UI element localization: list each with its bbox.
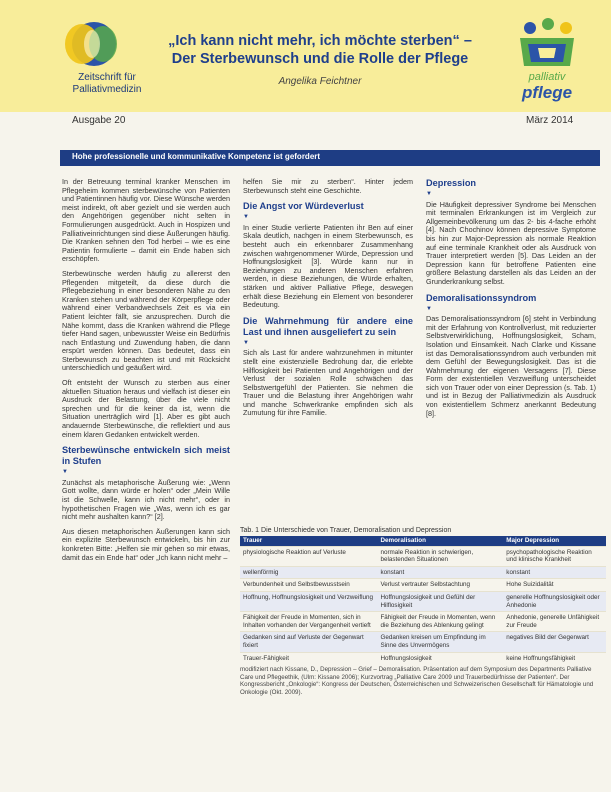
- paragraph: Aus diesen metaphorischen Äußerungen kann sich ein explizite Sterbewunsch entwickeln, bis hin zur konkreten Bitte: „Helfen sie mir gehen so mir etwas, damit das ein Ende hat“ oder „Ich kann nicht mehr –: [62, 526, 230, 562]
- table-cell: wellenförmig: [240, 566, 377, 579]
- journal-name: [52, 72, 162, 96]
- table-cell: Hoffnungslosigkeit und Gefühl der Hilflosigkeit: [377, 591, 503, 611]
- section-heading: Die Angst vor Würdeverlust: [243, 201, 364, 212]
- table-cell: Gedanken sind auf Verluste der Gegenwart fixiert: [240, 632, 377, 652]
- table-row: [240, 579, 606, 592]
- column-1: [62, 178, 230, 568]
- issue-date: März 2014: [526, 115, 574, 126]
- table-cell: Verlust vertrauter Selbstachtung: [377, 579, 503, 592]
- journal-name-line1: Zeitschrift für: [78, 72, 136, 83]
- table-caption: Tab. 1 Die Unterschiede von Trauer, Demoralisation und Depression: [240, 527, 452, 534]
- paragraph: Das Demoralisationssyndrom [6] steht in Verbindung mit der Erfahrung von Kontrollverlust, mit reduzierter Selbstverwirklichung, Hoffnungslosigkeit, Scham, Isolation und Einsamkeit. Nach Clarke und Kissane ist das Demoralisationssyndrom auch verbunden mit dem Gefühl der Bewegungslosigkeit. Das ist die Wahrnehmung der eigenen Versagens [7]. Diese Form der existentiellen Verzweiflung unterscheidet sich von Trauer oder von einer Depression (s. Tab. 1) und ist in Bezug der Palliativmedizin als Ausdruck von existentiellem Schmerz anerkannt Bedeutung [8].: [426, 314, 596, 418]
- table: [240, 536, 606, 664]
- paragraph: Sich als Last für andere wahrzunehmen in mitunter stellt eine existenzielle Bedrohung dar, die erlebte Hilflosigkeit bei Patienten und Angehörigen und der Verlust der sozialen Rolle schwächen das Selbstwertgefühl der Patienten. Sie nehmen die Trauer und die Belastung ihrer Angehörigen wahr und manche Schwerkranke empfinden sich als Zumutung für ihre Familie.: [243, 348, 413, 418]
- table-cell: Hoffnung, Hoffnungslosigkeit und Verzweiflung: [240, 591, 377, 611]
- section-heading: Demoralisationssyndrom: [426, 292, 537, 303]
- column-header: Demoralisation: [377, 536, 503, 546]
- section-heading: Depression: [426, 178, 477, 188]
- triangle-marker-icon: ▼: [62, 469, 68, 476]
- table-cell: konstant: [377, 566, 503, 579]
- table-cell: Gedanken kreisen um Empfindung im Sinne des Unvermögens: [377, 632, 503, 652]
- table-cell: psychopathologische Reaktion und klinische Krankheit: [503, 546, 606, 566]
- issue-number: Ausgabe 20: [72, 115, 126, 126]
- table-note: modifiziert nach Kissane, D., Depression – Grief – Demoralisation. Präsentation auf dem Symposium des Departments Palliative Care und Pflegeethik, (Ulm: Kissane 2006); Kurzvortrag „Palliative Care 2009 und Trauerbedürfnisse der Patienten“. Der Kongressbericht „Onkologie“: Kongress der Deutschen, Österreichischen und Schweizerischen Gesellschaft für Hämatologie und Onkologie (Okt. 2009).: [240, 666, 594, 696]
- journal-name-line2: Palliativmedizin: [72, 84, 142, 95]
- table-row: [240, 652, 606, 664]
- table-cell: Trauer-Fähigkeit: [240, 652, 377, 664]
- table-cell: generelle Hoffnungslosigkeit oder Anhedonie: [503, 591, 606, 611]
- column-2: [243, 178, 413, 424]
- table-header-row: [240, 536, 606, 546]
- table-row: [240, 546, 606, 566]
- table-row: [240, 591, 606, 611]
- comparison-table: [240, 527, 606, 697]
- paragraph: In einer Studie verlierte Patienten ihr Ben auf einer Skala deutlich, nachgen in einem Sterbewunsch, es besteht auch ein erkennbarer Zusammenhang zwischen wahrgenommener Würde, Depression und Hoffnungslosigkeit [3]. Würde kann nur in Beziehungen zu anderen Menschen erfahren werden, in diese Beziehungen, die Würde erhalten, stärken und aktiver Palliative Pflege, deswegen erhält diese Beziehung ein Element von besonderer Bedeutung.: [243, 222, 413, 310]
- logo-word-top: palliativ: [528, 71, 566, 83]
- author: Angelika Feichtner: [278, 76, 362, 87]
- logo-word-bottom: pflege: [521, 83, 573, 102]
- paragraph: Oft entsteht der Wunsch zu sterben aus einer aktuellen Situation heraus und vielfach ist dieser ein Ausdruck der Belastung, über die viele nicht sprechen und für die keiner da ist, wenn die Situation unerträglich wird [1]. Aber es gibt auch andauernde Sterbewünsche, die reflektiert und aus einem klaren Gedanken entwickelt werden.: [62, 378, 230, 439]
- table-cell: Fähigkeit der Freude in Momenten, sich in Inhalten vorhanden der Vergangenheit vertieft: [240, 612, 377, 632]
- column-header: Trauer: [240, 536, 377, 546]
- table-cell: normale Reaktion in schwierigen, belastenden Situationen: [377, 546, 503, 566]
- article-title: [150, 32, 490, 68]
- table-cell: Hoffnungslosigkeit: [377, 652, 503, 664]
- table-row: [240, 632, 606, 652]
- triangle-marker-icon: ▼: [243, 214, 249, 221]
- triangle-marker-icon: ▼: [426, 305, 432, 312]
- table-cell: negatives Bild der Gegenwart: [503, 632, 606, 652]
- journal-logo-icon: [62, 14, 132, 72]
- triangle-marker-icon: ▼: [426, 191, 432, 197]
- table-cell: Verbundenheit und Selbstbewusstsein: [240, 579, 377, 592]
- table-row: [240, 612, 606, 632]
- palliativ-pflege-logo-icon: [508, 14, 586, 104]
- paragraph: Die Häufigkeit depressiver Syndrome bei Menschen mit terminalen Erkrankungen ist im Vergleich zur Allgemeinbevölkerung um das 2- bis 4-fache erhöht [4]. Nach Chochinov können depressive Symptome bis hin zur Major-Depression als normale Reaktion auf eine terminale Krankheit oder als Ausdruck von Trauer interpretiert werden [5]. Das Leiden an der Depression kann für betroffene Patienten eine größere Belastung darstellen als das Leiden an der Grunderkrankung selbst.: [426, 199, 596, 286]
- paragraph: Sterbewünsche werden häufig zu allererst den Pflegenden mitgeteilt, da diese durch die Pflegebeziehung in einer besonderen Nähe zu den Kranken stehen und während der Körperpflege oder während einer Verbandwechsels Zeit es via ein Patient leichter fällt, sie anzusprechen. Durch die Nähe kommt, dass die Kranken während die Pflege tiefer Hand sagen, unbewusster Weise ein Bedürfnis nach Entlastung und Zuwendung haben, die dann erspürt werden können. Das bedeutet, dass ein Sterbewunsch zu beachten ist und mit Rücksicht unterschiedlich und geäußert wird.: [62, 268, 230, 373]
- column-3: [426, 178, 596, 424]
- triangle-marker-icon: ▼: [243, 339, 249, 346]
- title-line2: Der Sterbewunsch und die Rolle der Pflege: [171, 51, 469, 67]
- table-cell: Hohe Suizidalität: [503, 579, 606, 592]
- table-row: [240, 566, 606, 579]
- section-heading: Sterbewünsche entwickeln sich meist in Stufen: [62, 445, 230, 467]
- table-cell: keine Hoffnungsfähigkeit: [503, 652, 606, 664]
- column-header: Major Depression: [503, 536, 606, 546]
- section-heading: Die Wahrnehmung für andere eine Last und ihnen ausgeliefert zu sein: [243, 315, 413, 337]
- section-banner-text: Hohe professionelle und kommunikative Kompetenz ist gefordert: [72, 152, 321, 161]
- paragraph: Zunächst als metaphorische Äußerung wie: „Wenn Gott wollte, dann würde er holen“ oder „Mein Wille ist die Schwelle, kann ich nicht mehr“, oder in hypothetischen Fragen wie „Was, wenn ich es gar nicht mehr aushalten kann?“ [2].: [62, 477, 230, 522]
- paragraph: helfen Sie mir zu sterben“. Hinter jedem Sterbewunsch steht eine Geschichte.: [243, 177, 413, 195]
- paragraph: In der Betreuung terminal kranker Menschen im Pflegeheim kommen sterbewünsche von Patienten und Patientinnen häufig vor. Diese Wünsche werden meist indirekt, oft aber gezielt und sie werden auch den Angehörigen gegenüber nicht selten in Formulierungen ausgedrückt. Auch in Hospizen und Palliativeinrichtungen sind diese Äußerungen häufig. Die Kranken sehnen den Tod herbei – wie es eine Patientin formulierte – damit ein Ende haben sich erschöpfen.: [62, 177, 230, 264]
- table-cell: konstant: [503, 566, 606, 579]
- title-line1: „Ich kann nicht mehr, ich möchte sterben“ –: [168, 33, 472, 49]
- table-cell: physiologische Reaktion auf Verluste: [240, 546, 377, 566]
- table-cell: Fähigkeit der Freude in Momenten, wenn die Beziehung des Ablenkung gelingt: [377, 612, 503, 632]
- table-cell: Anhedonie, generelle Unfähigkeit zur Freude: [503, 612, 606, 632]
